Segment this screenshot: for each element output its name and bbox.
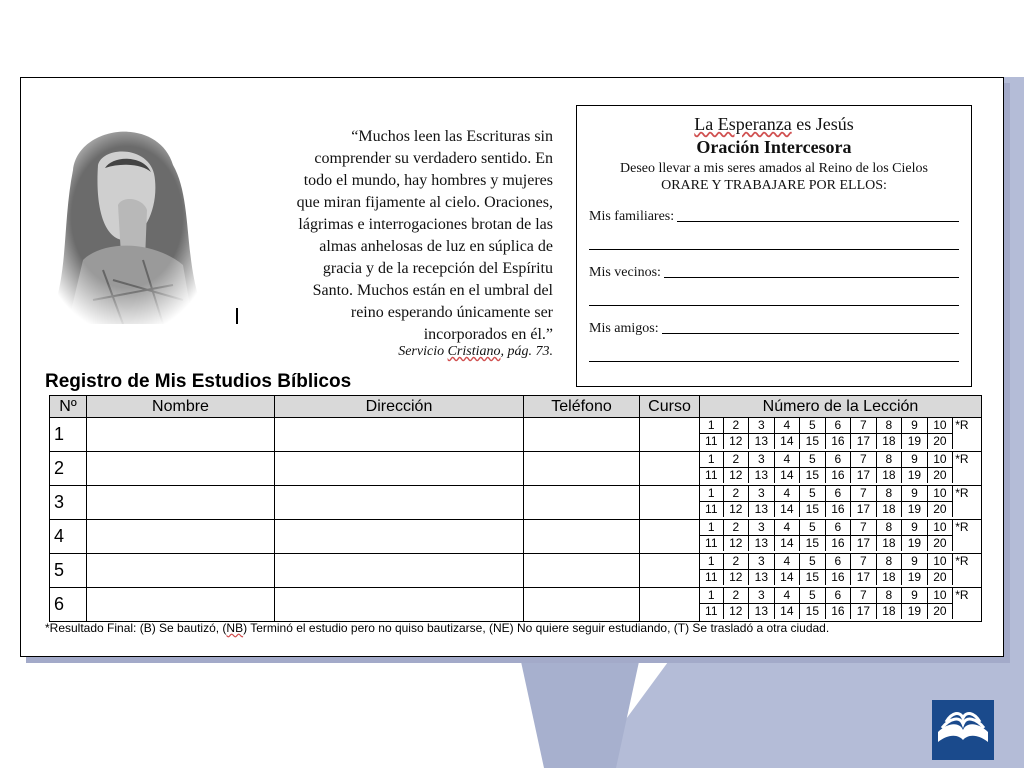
lesson-box[interactable]: 16	[825, 604, 851, 620]
lesson-box[interactable]: 12	[723, 502, 749, 518]
quote-line: comprender su verdadero sentido. En	[314, 150, 553, 167]
prayer-card-title	[577, 114, 971, 135]
lesson-grid-row	[700, 520, 981, 536]
telefono-cell[interactable]	[524, 418, 640, 452]
lesson-box[interactable]: 7	[851, 418, 877, 434]
lesson-box[interactable]: 4	[774, 486, 800, 502]
lesson-grid-row	[700, 570, 981, 586]
lesson-box[interactable]: 4	[774, 418, 800, 434]
col-header-leccion: Número de la Lección	[700, 396, 982, 418]
nombre-cell[interactable]	[87, 520, 275, 554]
quote-line: gracia y de la recepción del Espíritu	[322, 260, 553, 277]
lesson-box[interactable]: 9	[902, 486, 928, 502]
lesson-box[interactable]: 2	[723, 520, 749, 536]
lesson-box[interactable]: 3	[749, 588, 775, 604]
lesson-box[interactable]: 5	[800, 520, 826, 536]
lesson-box[interactable]: 13	[749, 570, 775, 586]
lesson-box[interactable]: 19	[902, 536, 928, 552]
result-blank	[953, 570, 981, 586]
curso-cell[interactable]	[640, 452, 700, 486]
curso-cell[interactable]	[640, 588, 700, 622]
lesson-grid-row	[700, 604, 981, 620]
registro-table	[49, 395, 982, 622]
lesson-box[interactable]: 13	[749, 468, 775, 484]
lesson-box[interactable]: 1	[700, 554, 723, 570]
lesson-grid-row	[700, 486, 981, 502]
result-blank	[953, 502, 981, 518]
lesson-box[interactable]: 15	[800, 604, 826, 620]
lesson-box[interactable]: 13	[749, 604, 775, 620]
lesson-box[interactable]: 16	[825, 536, 851, 552]
lesson-box[interactable]: 14	[774, 604, 800, 620]
lesson-box[interactable]: 8	[876, 486, 902, 502]
nombre-cell[interactable]	[87, 452, 275, 486]
lesson-box[interactable]: 18	[876, 536, 902, 552]
amigos-field-extra[interactable]	[589, 347, 959, 365]
lesson-box[interactable]: 1	[700, 486, 723, 502]
lesson-grid	[700, 418, 981, 449]
lesson-box[interactable]: 11	[700, 570, 723, 586]
lesson-box[interactable]: 2	[723, 588, 749, 604]
lesson-box[interactable]: 15	[800, 434, 826, 450]
row-number: 3	[50, 486, 87, 520]
registro-header-row	[50, 396, 982, 418]
familiares-label: Mis familiares:	[589, 209, 675, 224]
telefono-cell[interactable]	[524, 520, 640, 554]
lesson-box[interactable]: 5	[800, 452, 826, 468]
lesson-box[interactable]: 9	[902, 452, 928, 468]
vecinos-label: Mis vecinos:	[589, 265, 661, 280]
footnote-post: ) Terminó el estudio pero no quiso bautizarse, (NE) No quiere seguir estudiando, (T) Se trasladó a otra ciudad.	[243, 621, 830, 635]
vecinos-field-extra[interactable]	[589, 291, 959, 309]
lesson-grid-row	[700, 468, 981, 484]
lesson-box[interactable]: 1	[700, 418, 723, 434]
lesson-grid	[700, 486, 981, 517]
lesson-box[interactable]: 10	[927, 554, 953, 570]
col-header-nombre: Nombre	[87, 396, 275, 418]
registro-row	[50, 418, 982, 452]
lesson-box[interactable]: 5	[800, 554, 826, 570]
write-line	[589, 305, 959, 306]
lesson-box[interactable]: 18	[876, 468, 902, 484]
direccion-cell[interactable]	[275, 486, 524, 520]
lesson-box[interactable]: 8	[876, 418, 902, 434]
praying-woman-illustration	[43, 110, 211, 324]
open-book-logo-icon	[930, 698, 996, 762]
lesson-box[interactable]: 10	[927, 588, 953, 604]
col-header-num: Nº	[50, 396, 87, 418]
lesson-box[interactable]: 20	[927, 434, 953, 450]
lesson-cell	[700, 520, 982, 554]
nombre-cell[interactable]	[87, 418, 275, 452]
col-header-curso: Curso	[640, 396, 700, 418]
quote-line: lágrimas e interrogaciones brotan de las	[298, 216, 553, 233]
lesson-box[interactable]: 11	[700, 536, 723, 552]
lesson-box[interactable]: 4	[774, 452, 800, 468]
lesson-box[interactable]: 17	[851, 468, 877, 484]
lesson-box[interactable]: 4	[774, 520, 800, 536]
lesson-box[interactable]: 9	[902, 554, 928, 570]
row-number: 2	[50, 452, 87, 486]
lesson-box[interactable]: 5	[800, 418, 826, 434]
lesson-box[interactable]: 5	[800, 588, 826, 604]
study-record-document	[20, 77, 1004, 657]
prayer-card-description	[577, 160, 971, 194]
nombre-cell[interactable]	[87, 588, 275, 622]
lesson-grid-row	[700, 554, 981, 570]
lesson-box[interactable]: 14	[774, 502, 800, 518]
write-line	[589, 249, 959, 250]
lesson-box[interactable]: 8	[876, 520, 902, 536]
quote-line: incorporados en él.”	[423, 326, 553, 343]
footnote-nb: NB	[226, 621, 244, 635]
result-marker: *R	[955, 486, 969, 501]
lesson-box[interactable]: 15	[800, 570, 826, 586]
lesson-box[interactable]: 19	[902, 502, 928, 518]
lesson-box[interactable]: 3	[749, 486, 775, 502]
result-blank	[953, 604, 981, 620]
lesson-grid-row	[700, 536, 981, 552]
row-number: 6	[50, 588, 87, 622]
lesson-box[interactable]: 8	[876, 452, 902, 468]
prayer-card-title-ul: La Esperanza	[694, 114, 792, 134]
lesson-box[interactable]: 17	[851, 536, 877, 552]
lesson-box[interactable]: 4	[774, 554, 800, 570]
quote-line: “Muchos leen las Escrituras sin	[351, 128, 553, 145]
lesson-box[interactable]: 7	[851, 452, 877, 468]
result-blank	[953, 468, 981, 484]
footnote	[45, 621, 829, 635]
curso-cell[interactable]	[640, 554, 700, 588]
lesson-box[interactable]: 12	[723, 434, 749, 450]
quote-source-post: , pág. 73.	[500, 344, 553, 359]
result-blank	[953, 536, 981, 552]
direccion-cell[interactable]	[275, 554, 524, 588]
lesson-box[interactable]: 8	[876, 588, 902, 604]
lesson-box[interactable]: 12	[723, 536, 749, 552]
lesson-cell	[700, 452, 982, 486]
lesson-box[interactable]: 16	[825, 468, 851, 484]
lesson-grid	[700, 554, 981, 585]
text-cursor	[236, 308, 238, 324]
lesson-grid-row	[700, 452, 981, 468]
lesson-box[interactable]: 10	[927, 486, 953, 502]
lesson-box[interactable]: 17	[851, 502, 877, 518]
amigos-field[interactable]	[589, 319, 959, 337]
lesson-box[interactable]: 16	[825, 570, 851, 586]
quote-text	[233, 126, 553, 346]
lesson-box[interactable]: 19	[902, 604, 928, 620]
lesson-box[interactable]: 20	[927, 468, 953, 484]
lesson-box[interactable]: 18	[876, 502, 902, 518]
lesson-grid-row	[700, 588, 981, 604]
lesson-box[interactable]: 2	[723, 486, 749, 502]
lesson-box[interactable]: 17	[851, 570, 877, 586]
lesson-box[interactable]: 19	[902, 570, 928, 586]
lesson-box[interactable]: 10	[927, 418, 953, 434]
lesson-grid-row	[700, 434, 981, 450]
prayer-card-desc-line: Deseo llevar a mis seres amados al Reino de los Cielos	[620, 161, 928, 176]
lesson-box[interactable]: 18	[876, 570, 902, 586]
lesson-cell	[700, 554, 982, 588]
lesson-box[interactable]: 20	[927, 502, 953, 518]
lesson-box[interactable]: 14	[774, 536, 800, 552]
write-line	[662, 333, 959, 334]
lesson-box[interactable]: 16	[825, 502, 851, 518]
lesson-box[interactable]: 13	[749, 502, 775, 518]
lesson-grid-row	[700, 502, 981, 518]
write-line	[677, 221, 959, 222]
result-marker: *R	[955, 520, 969, 535]
lesson-box[interactable]: 18	[876, 604, 902, 620]
vecinos-field[interactable]	[589, 263, 959, 281]
lesson-cell	[700, 418, 982, 452]
registro-title: Registro de Mis Estudios Bíblicos	[45, 371, 352, 392]
lesson-box[interactable]: 13	[749, 536, 775, 552]
registro-row	[50, 452, 982, 486]
lesson-box[interactable]: 9	[902, 588, 928, 604]
registro-body	[50, 418, 982, 622]
lesson-box[interactable]: 13	[749, 434, 775, 450]
col-header-direccion: Dirección	[275, 396, 524, 418]
write-line	[589, 361, 959, 362]
lesson-box[interactable]: 5	[800, 486, 826, 502]
lesson-box[interactable]: 3	[749, 452, 775, 468]
quote-source-book: Cristiano	[447, 344, 501, 359]
row-number: 1	[50, 418, 87, 452]
telefono-cell[interactable]	[524, 486, 640, 520]
lesson-box[interactable]: 8	[876, 554, 902, 570]
result-marker: *R	[955, 452, 969, 467]
lesson-grid	[700, 588, 981, 619]
lesson-box[interactable]: 18	[876, 434, 902, 450]
result-marker: *R	[955, 554, 969, 569]
curso-cell[interactable]	[640, 486, 700, 520]
telefono-cell[interactable]	[524, 554, 640, 588]
quote-line: todo el mundo, hay hombres y mujeres	[303, 172, 553, 189]
col-header-telefono: Teléfono	[524, 396, 640, 418]
lesson-box[interactable]: 15	[800, 502, 826, 518]
lesson-box[interactable]: 19	[902, 468, 928, 484]
prayer-card-desc-line: ORARE Y TRABAJARE POR ELLOS:	[661, 178, 887, 193]
lesson-box[interactable]: 12	[723, 468, 749, 484]
lesson-box[interactable]: 9	[902, 520, 928, 536]
row-number: 5	[50, 554, 87, 588]
lesson-box[interactable]: 20	[927, 604, 953, 620]
lesson-box[interactable]: 14	[774, 434, 800, 450]
amigos-label: Mis amigos:	[589, 321, 659, 336]
lesson-box[interactable]: 6	[825, 486, 851, 502]
direccion-cell[interactable]	[275, 588, 524, 622]
lesson-box[interactable]: 2	[723, 554, 749, 570]
lesson-box[interactable]: 2	[723, 452, 749, 468]
lesson-box[interactable]: 10	[927, 520, 953, 536]
lesson-box[interactable]: 1	[700, 452, 723, 468]
registro-row	[50, 520, 982, 554]
lesson-box[interactable]: 2	[723, 418, 749, 434]
lesson-box[interactable]: 20	[927, 570, 953, 586]
lesson-box[interactable]: 7	[851, 520, 877, 536]
lesson-box[interactable]: 12	[723, 570, 749, 586]
lesson-box[interactable]: 20	[927, 536, 953, 552]
curso-cell[interactable]	[640, 520, 700, 554]
write-line	[664, 277, 959, 278]
direccion-cell[interactable]	[275, 520, 524, 554]
lesson-box[interactable]: 17	[851, 434, 877, 450]
lesson-box[interactable]: 6	[825, 554, 851, 570]
lesson-box[interactable]: 17	[851, 604, 877, 620]
lesson-box[interactable]: 6	[825, 418, 851, 434]
lesson-box[interactable]: 9	[902, 418, 928, 434]
row-number: 4	[50, 520, 87, 554]
lesson-grid	[700, 452, 981, 483]
lesson-box[interactable]: 3	[749, 554, 775, 570]
lesson-box[interactable]: 15	[800, 536, 826, 552]
quote-line: almas anhelosas de luz en súplica de	[319, 238, 553, 255]
registro-row	[50, 588, 982, 622]
lesson-box[interactable]: 7	[851, 588, 877, 604]
lesson-box[interactable]: 11	[700, 468, 723, 484]
registro-row	[50, 554, 982, 588]
footnote-pre: *Resultado Final: (B) Se bautizó, (	[45, 621, 227, 635]
lesson-box[interactable]: 19	[902, 434, 928, 450]
telefono-cell[interactable]	[524, 588, 640, 622]
curso-cell[interactable]	[640, 418, 700, 452]
lesson-cell	[700, 588, 982, 622]
lesson-box[interactable]: 1	[700, 520, 723, 536]
quote-source	[321, 344, 553, 360]
result-marker: *R	[955, 418, 969, 433]
lesson-box[interactable]: 6	[825, 588, 851, 604]
lesson-box[interactable]: 7	[851, 486, 877, 502]
familiares-field[interactable]	[589, 207, 959, 225]
quote-line: Santo. Muchos están en el umbral del	[312, 282, 553, 299]
lesson-box[interactable]: 16	[825, 434, 851, 450]
result-blank	[953, 434, 981, 450]
lesson-box[interactable]: 11	[700, 502, 723, 518]
prayer-card	[576, 105, 972, 387]
lesson-box[interactable]: 3	[749, 418, 775, 434]
result-marker: *R	[955, 588, 969, 603]
lesson-box[interactable]: 14	[774, 468, 800, 484]
lesson-box[interactable]: 11	[700, 604, 723, 620]
lesson-box[interactable]: 6	[825, 452, 851, 468]
prayer-card-title-rest: es Jesús	[791, 114, 854, 134]
direccion-cell[interactable]	[275, 452, 524, 486]
quote-source-pre: Servicio	[398, 344, 448, 359]
lesson-box[interactable]: 4	[774, 588, 800, 604]
prayer-card-subtitle: Oración Intercesora	[696, 137, 852, 157]
lesson-box[interactable]: 3	[749, 520, 775, 536]
lesson-box[interactable]: 1	[700, 588, 723, 604]
nombre-cell[interactable]	[87, 554, 275, 588]
lesson-box[interactable]: 10	[927, 452, 953, 468]
lesson-box[interactable]: 7	[851, 554, 877, 570]
lesson-grid	[700, 520, 981, 551]
telefono-cell[interactable]	[524, 452, 640, 486]
lesson-box[interactable]: 14	[774, 570, 800, 586]
quote-line: reino esperando únicamente ser	[350, 304, 553, 321]
quote-line: que miran fijamente al cielo. Oraciones,	[296, 194, 553, 211]
lesson-box[interactable]: 11	[700, 434, 723, 450]
lesson-box[interactable]: 12	[723, 604, 749, 620]
registro-row	[50, 486, 982, 520]
lesson-cell	[700, 486, 982, 520]
lesson-box[interactable]: 15	[800, 468, 826, 484]
lesson-box[interactable]: 6	[825, 520, 851, 536]
familiares-field-extra[interactable]	[589, 235, 959, 253]
lesson-grid-row	[700, 418, 981, 434]
nombre-cell[interactable]	[87, 486, 275, 520]
direccion-cell[interactable]	[275, 418, 524, 452]
